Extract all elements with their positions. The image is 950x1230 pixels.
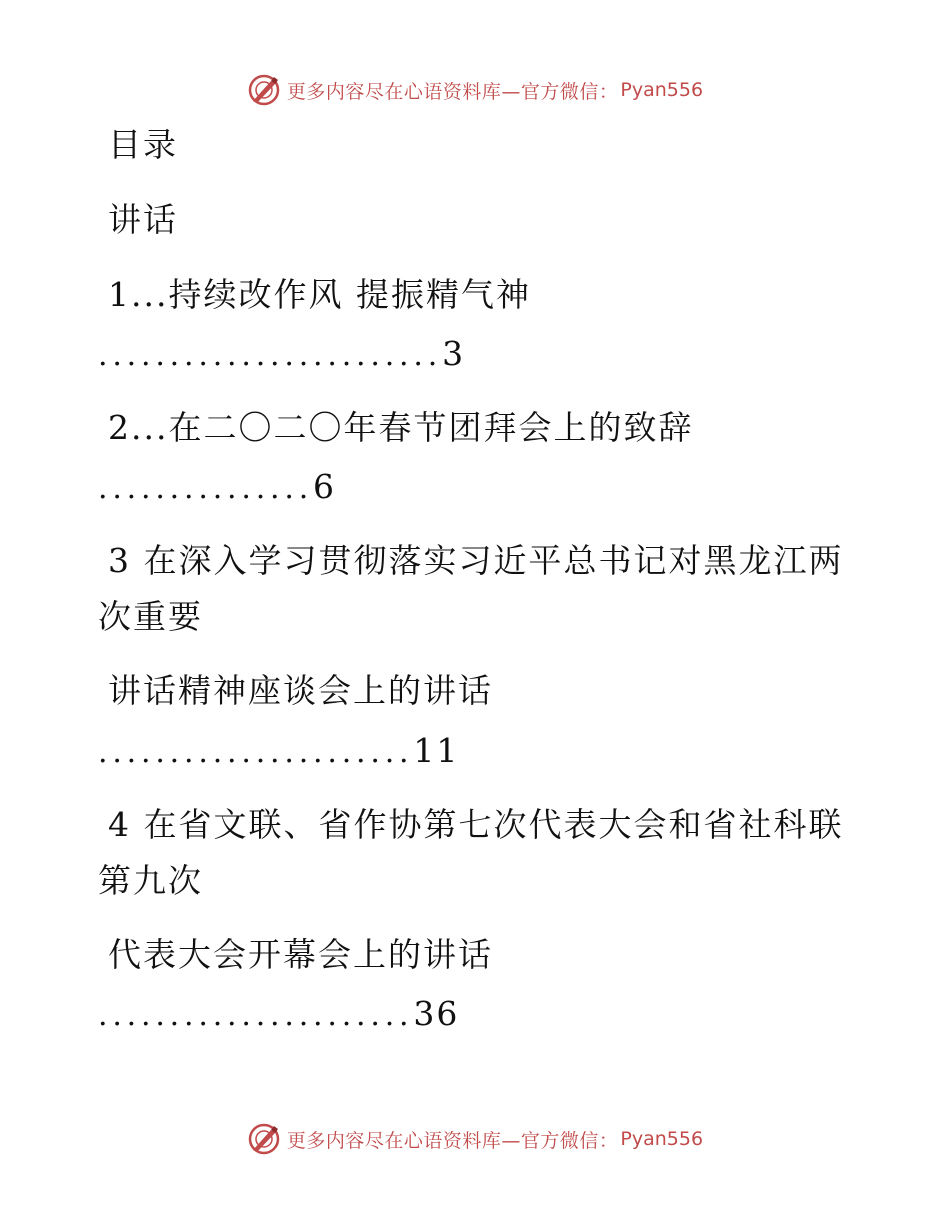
header-watermark (0, 70, 950, 110)
toc-entry-2-title: 2...在二〇二〇年春节团拜会上的致辞 (108, 408, 694, 447)
pen-seal-icon (247, 73, 281, 107)
toc-entry-4-title-line-2: 第九次 (98, 861, 203, 900)
toc-entry-3-leader-row (0, 731, 950, 773)
footer-watermark (0, 1119, 950, 1159)
watermark-wechat-id: Pyan556 (620, 1128, 704, 1150)
toc-entry-3-page: 11 (413, 731, 460, 770)
toc-entry-2-leader: ............... (98, 471, 314, 506)
toc-section-title: 讲话 (108, 200, 178, 239)
watermark-text: 更多内容尽在心语资料库—官方微信： (286, 80, 619, 103)
watermark-text: 更多内容尽在心语资料库—官方微信： (286, 1129, 619, 1152)
toc-entry-4-page: 36 (413, 994, 460, 1033)
toc-entry-1-title: 1...持续改作风 提振精气神 (108, 275, 531, 314)
toc-entry-3-title-line-2: 次重要 (98, 597, 203, 636)
toc-heading: 目录 (108, 125, 178, 164)
toc-entry-4-title-line-1: 4 在省文联、省作协第七次代表大会和省社科联 (108, 805, 844, 844)
toc-entry-3-title-line-1: 3 在深入学习贯彻落实习近平总书记对黑龙江两 (108, 541, 844, 580)
toc-entry-4-title-line-3: 代表大会开幕会上的讲话 (108, 935, 493, 974)
toc-entry-4-leader: ...................... (98, 998, 414, 1033)
toc-entry-4-leader-row (0, 994, 950, 1036)
toc-entry-1-leader: ........................ (98, 338, 443, 373)
watermark-wechat-id: Pyan556 (620, 79, 704, 101)
toc-entry-3-title-line-3: 讲话精神座谈会上的讲话 (108, 671, 493, 710)
toc-entry-3-leader: ...................... (98, 735, 414, 770)
toc-entry-2-leader-row (0, 467, 950, 509)
toc-entry-1-leader-row (0, 334, 950, 376)
toc-entry-2-page: 6 (313, 467, 337, 506)
toc-entry-1-page: 3 (442, 334, 466, 373)
pen-seal-icon (247, 1122, 281, 1156)
